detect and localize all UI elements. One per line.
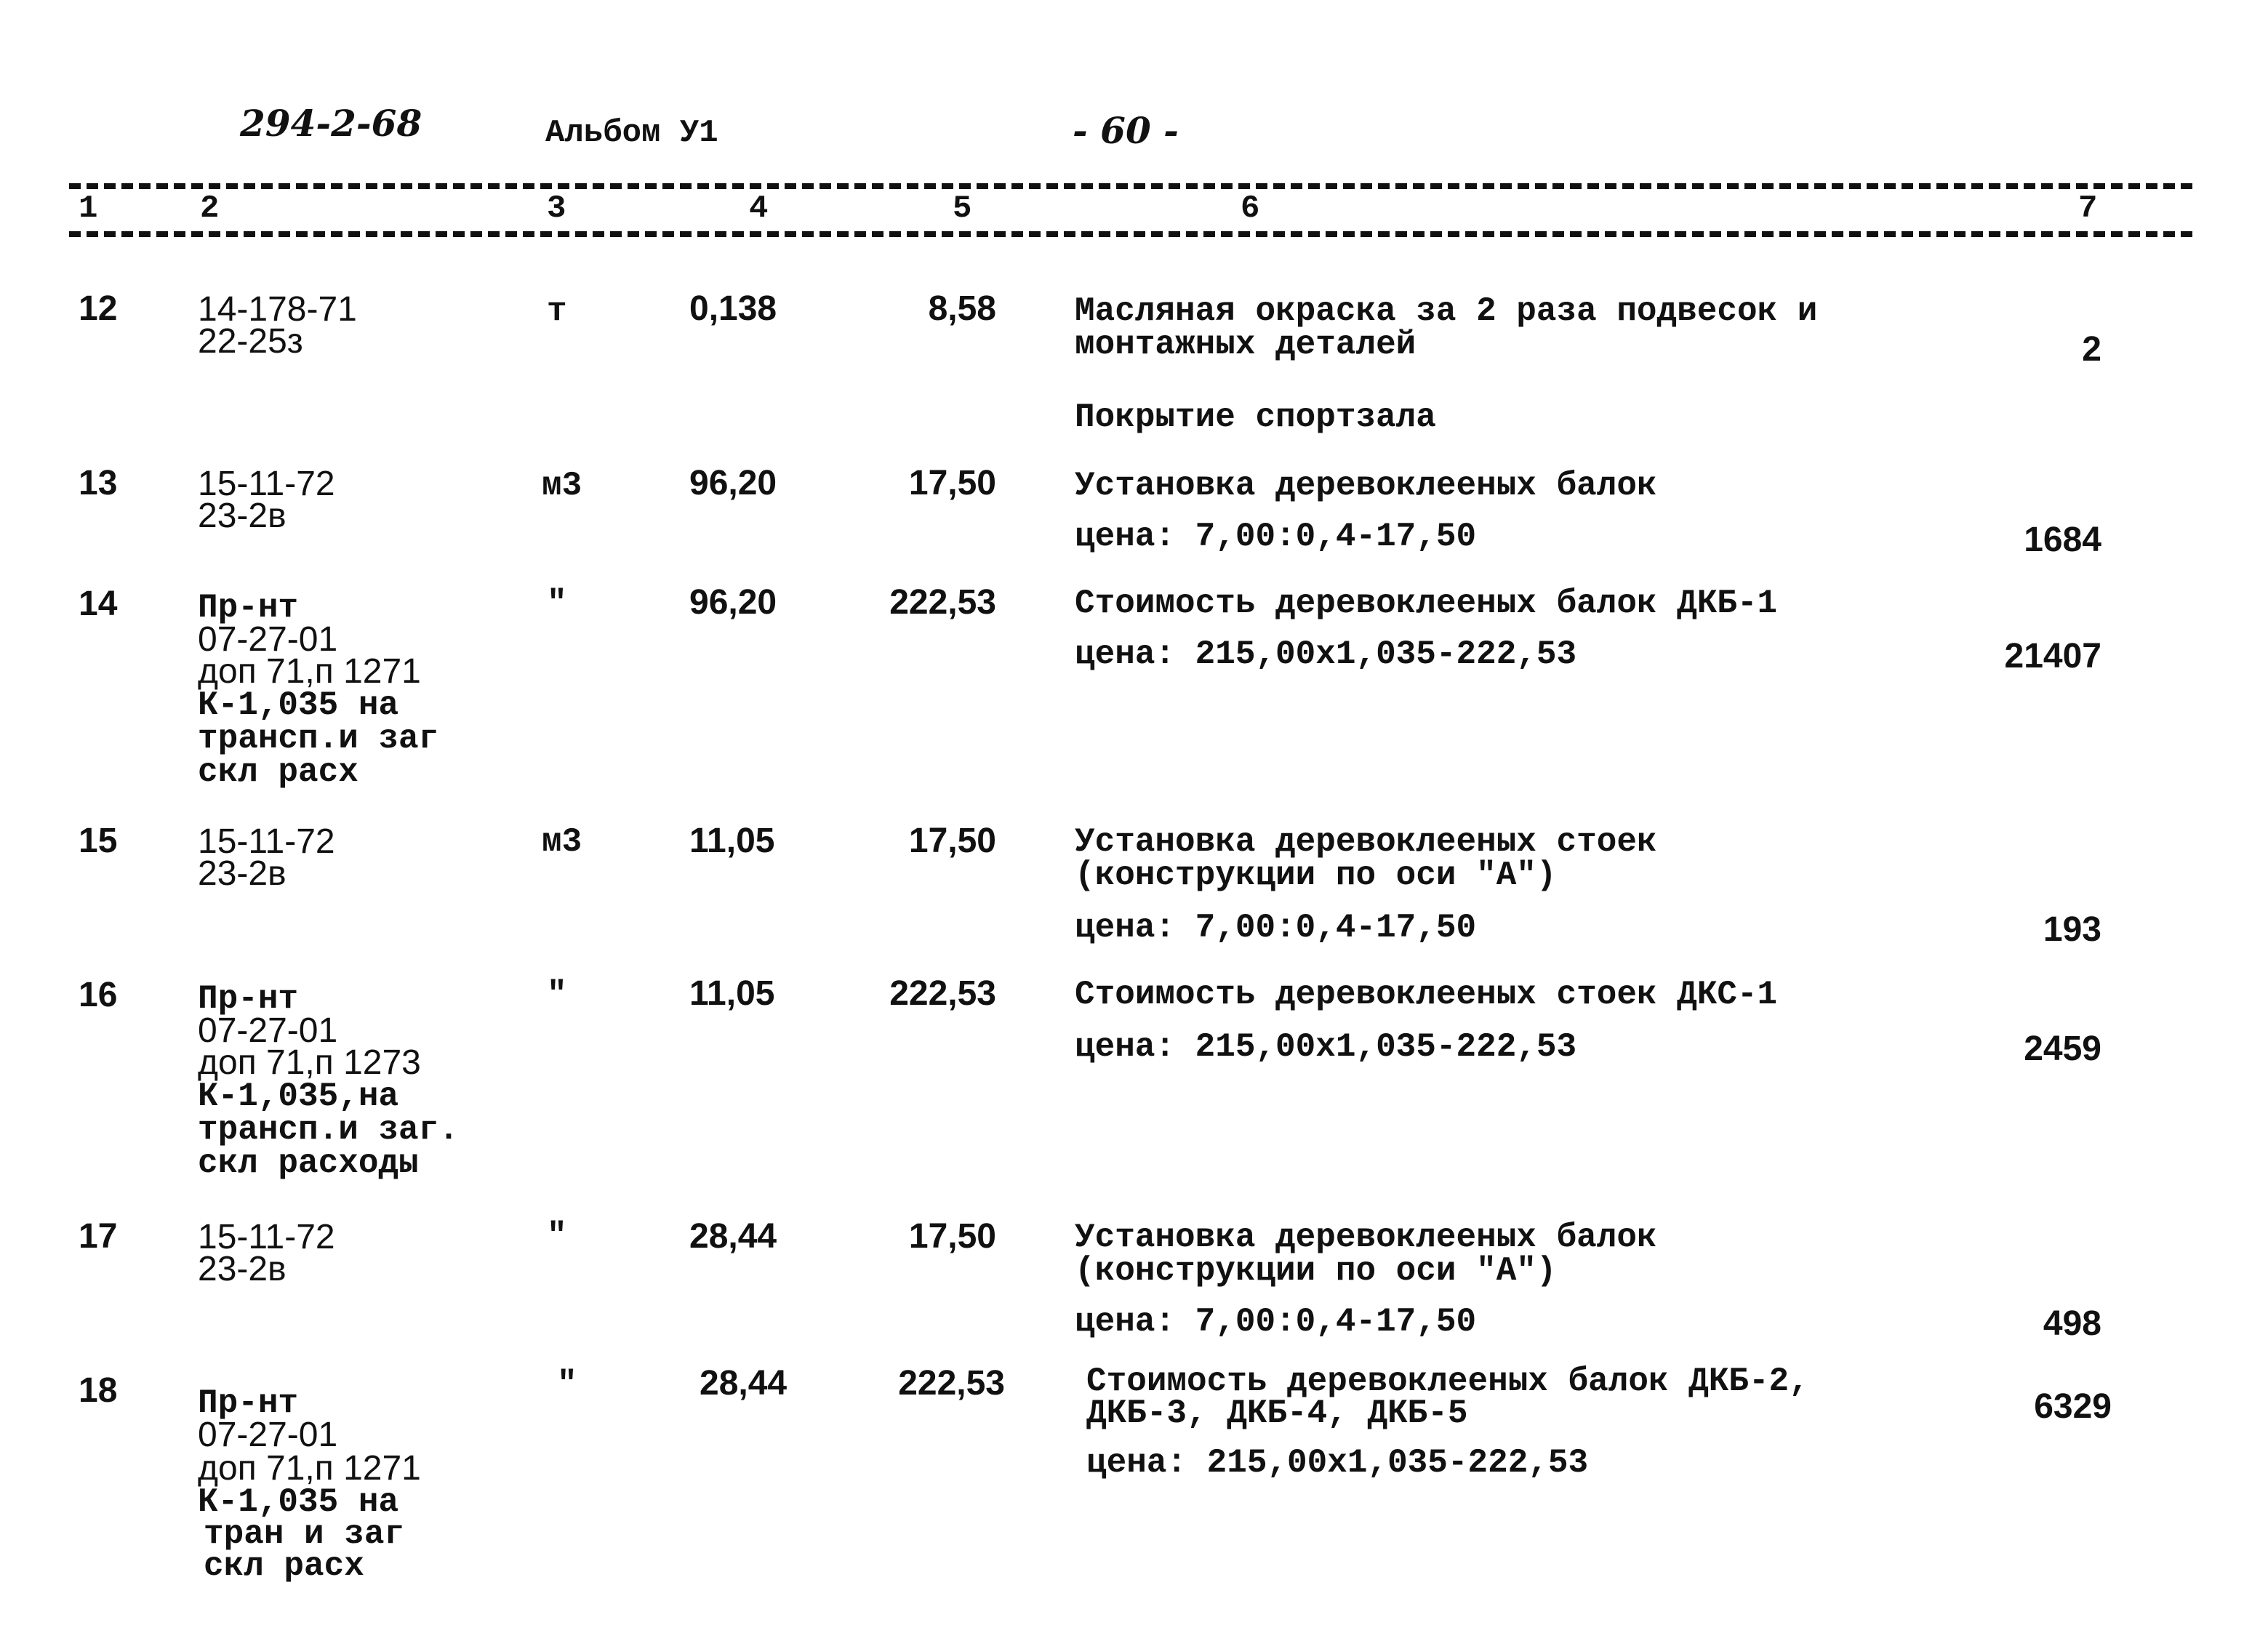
description-line: Установка деревоклееных стоек xyxy=(1075,823,1657,861)
column-header-5: 5 xyxy=(953,190,972,227)
unit: " xyxy=(547,1217,567,1255)
page-number: - 60 - xyxy=(1073,109,1179,152)
column-header-1: 1 xyxy=(79,190,98,227)
price-calculation: цена: 215,00х1,035-222,53 xyxy=(1075,1028,1577,1066)
row-number: 17 xyxy=(79,1217,118,1256)
description-line: (конструкции по оси "А") xyxy=(1075,1252,1557,1290)
row-number: 14 xyxy=(79,585,118,623)
norm-code-line: 15-11-72 xyxy=(198,465,335,503)
norm-code-line: 07-27-01 xyxy=(198,620,338,659)
unit: " xyxy=(557,1365,577,1403)
handwritten-document-code: 294-2-68 xyxy=(240,102,422,145)
line-total: 21407 xyxy=(2004,637,2101,675)
row-number: 15 xyxy=(79,822,118,860)
norm-code-line: К-1,035 на xyxy=(198,686,399,724)
price-calculation: цена: 7,00:0,4-17,50 xyxy=(1075,909,1477,947)
description-line: Масляная окраска за 2 раза подвесок и xyxy=(1075,292,1818,330)
quantity: 28,44 xyxy=(700,1364,788,1403)
header-bottom-rule xyxy=(69,231,2192,237)
norm-code-line: Пр-нт xyxy=(198,1384,299,1422)
norm-code-line: трансп.и заг. xyxy=(198,1111,459,1149)
column-header-2: 2 xyxy=(200,190,220,227)
line-total: 498 xyxy=(2043,1304,2101,1343)
norm-code-line: К-1,035 на xyxy=(198,1483,399,1521)
description-line: Стоимость деревоклееных балок ДКБ-2, xyxy=(1086,1363,1809,1400)
row-number: 18 xyxy=(79,1371,118,1410)
norm-code-line: 23-2в xyxy=(198,1250,286,1288)
norm-code-line: 15-11-72 xyxy=(198,822,335,861)
norm-code-line: 23-2в xyxy=(198,854,286,893)
description-line: Установка деревоклееных балок xyxy=(1075,1219,1657,1256)
unit-price: 8,58 xyxy=(928,289,996,328)
price-calculation: цена: 215,00х1,035-222,53 xyxy=(1086,1444,1589,1482)
unit: " xyxy=(547,585,567,622)
unit-price: 222,53 xyxy=(889,974,996,1013)
unit-price: 17,50 xyxy=(908,822,996,860)
line-total: 6329 xyxy=(2034,1387,2112,1426)
unit-price: 17,50 xyxy=(908,1217,996,1256)
quantity: 0,138 xyxy=(689,289,777,328)
description-line: (конструкции по оси "А") xyxy=(1075,856,1557,894)
norm-code-line: Пр-нт xyxy=(198,980,299,1018)
section-title: Покрытие спортзала xyxy=(1075,398,1436,436)
description-line: Стоимость деревоклееных балок ДКБ-1 xyxy=(1075,585,1778,622)
norm-code-line: скл расх xyxy=(204,1547,364,1585)
row-number: 16 xyxy=(79,976,118,1014)
norm-code-line: 14-178-71 xyxy=(198,290,357,329)
norm-code-line: 15-11-72 xyxy=(198,1218,335,1256)
row-number: 13 xyxy=(79,464,118,502)
price-calculation: цена: 7,00:0,4-17,50 xyxy=(1075,518,1477,555)
description-line: монтажных деталей xyxy=(1075,326,1417,364)
line-total: 2 xyxy=(2082,330,2101,369)
norm-code-line: Пр-нт xyxy=(198,589,299,627)
column-header-7: 7 xyxy=(2078,190,2098,227)
unit-price: 17,50 xyxy=(908,464,996,502)
price-calculation: цена: 7,00:0,4-17,50 xyxy=(1075,1303,1477,1341)
unit-price: 222,53 xyxy=(889,583,996,622)
norm-code-line: 23-2в xyxy=(198,497,286,535)
quantity: 28,44 xyxy=(689,1217,777,1256)
column-header-6: 6 xyxy=(1241,190,1260,227)
norm-code-line: доп 71,п 1271 xyxy=(198,652,421,691)
description-line: ДКБ-3, ДКБ-4, ДКБ-5 xyxy=(1086,1395,1468,1432)
quantity: 11,05 xyxy=(689,974,775,1013)
description-line: Установка деревоклееных балок xyxy=(1075,467,1657,505)
quantity: 96,20 xyxy=(689,464,777,502)
norm-code-line: доп 71,п 1273 xyxy=(198,1043,421,1082)
column-header-4: 4 xyxy=(749,190,769,227)
norm-code-line: трансп.и заг xyxy=(198,720,439,758)
norm-code-line: скл расх xyxy=(198,753,358,791)
quantity: 11,05 xyxy=(689,822,775,860)
line-total: 1684 xyxy=(2024,521,2101,559)
description-line: Стоимость деревоклееных стоек ДКС-1 xyxy=(1075,976,1778,1014)
album-label: Альбом У1 xyxy=(545,115,718,151)
norm-code-line: К-1,035,на xyxy=(198,1078,399,1115)
norm-code-line: тран и заг xyxy=(204,1515,405,1553)
unit: м3 xyxy=(542,467,582,505)
header-top-rule xyxy=(69,183,2192,189)
column-header-3: 3 xyxy=(547,190,566,227)
norm-code-line: 07-27-01 xyxy=(198,1416,338,1454)
norm-code-line: доп 71,п 1271 xyxy=(198,1449,421,1488)
unit: т xyxy=(547,292,567,330)
unit: " xyxy=(547,976,567,1014)
quantity: 96,20 xyxy=(689,583,777,622)
line-total: 193 xyxy=(2043,910,2101,949)
row-number: 12 xyxy=(79,289,118,328)
line-total: 2459 xyxy=(2024,1030,2101,1068)
norm-code-line: 07-27-01 xyxy=(198,1011,338,1050)
unit: м3 xyxy=(542,823,582,861)
unit-price: 222,53 xyxy=(898,1364,1005,1403)
price-calculation: цена: 215,00х1,035-222,53 xyxy=(1075,635,1577,673)
norm-code-line: 22-25з xyxy=(198,322,303,361)
norm-code-line: скл расходы xyxy=(198,1144,419,1182)
